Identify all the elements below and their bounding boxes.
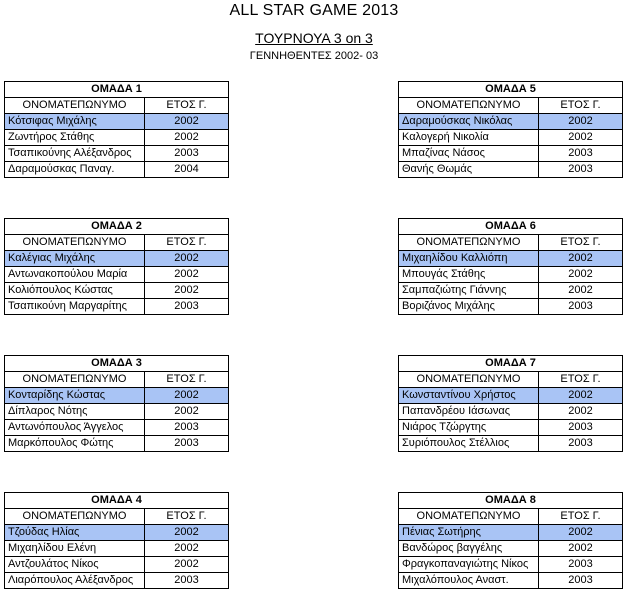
player-row — [399, 130, 623, 146]
player-row — [399, 114, 623, 130]
column-header-year: ΕΤΟΣ Γ. — [145, 98, 229, 114]
team-name: ΟΜΑΔΑ 7 — [399, 356, 623, 372]
team-header-row — [5, 219, 229, 235]
player-birth-year: 2002 — [539, 388, 623, 404]
player-birth-year: 2003 — [145, 573, 229, 589]
team-header-row — [399, 493, 623, 509]
player-row — [5, 130, 229, 146]
player-row — [5, 541, 229, 557]
player-name: Τσαπικούνη Μαργαρίτης — [5, 299, 145, 315]
player-row — [5, 557, 229, 573]
player-row — [399, 267, 623, 283]
player-birth-year: 2003 — [145, 420, 229, 436]
player-birth-year: 2003 — [145, 299, 229, 315]
team-header-row — [399, 356, 623, 372]
player-row — [399, 420, 623, 436]
birth-year-subtitle: ΓΕΝΝΗΘΕΝΤΕΣ 2002- 03 — [249, 50, 379, 62]
player-row — [399, 146, 623, 162]
player-birth-year: 2002 — [539, 283, 623, 299]
player-name: Φραγκοπαναγιώτης Νίκος — [399, 557, 539, 573]
player-name: Δαραμούσκας Παναγ. — [5, 162, 145, 178]
player-row — [5, 404, 229, 420]
team-header-row — [5, 356, 229, 372]
player-row — [399, 557, 623, 573]
team-header-row — [399, 219, 623, 235]
team-name: ΟΜΑΔΑ 5 — [399, 82, 623, 98]
player-birth-year: 2002 — [145, 388, 229, 404]
player-birth-year: 2002 — [539, 114, 623, 130]
player-birth-year: 2004 — [145, 162, 229, 178]
player-birth-year: 2003 — [539, 436, 623, 452]
player-birth-year: 2002 — [539, 267, 623, 283]
player-row — [5, 420, 229, 436]
team-table — [4, 81, 229, 178]
column-header-year: ΕΤΟΣ Γ. — [539, 372, 623, 388]
player-row — [5, 299, 229, 315]
player-birth-year: 2002 — [539, 251, 623, 267]
player-name: Παπανδρέου Ιάσωνας — [399, 404, 539, 420]
column-header-row — [5, 98, 229, 114]
column-header-row — [399, 509, 623, 525]
player-row — [399, 388, 623, 404]
player-name: Μπαζίνας Νάσος — [399, 146, 539, 162]
team-header-row — [5, 82, 229, 98]
page-title: ALL STAR GAME 2013 — [229, 2, 399, 19]
player-name: Μιχαηλίδου Καλλιόπη — [399, 251, 539, 267]
player-birth-year: 2003 — [539, 146, 623, 162]
player-name: Καλογερή Νικολία — [399, 130, 539, 146]
player-name: Νιάρος Τζώργτης — [399, 420, 539, 436]
column-header-year: ΕΤΟΣ Γ. — [145, 372, 229, 388]
team-header-row — [399, 82, 623, 98]
player-row — [5, 525, 229, 541]
player-name: Πένιας Σωτήρης — [399, 525, 539, 541]
player-birth-year: 2002 — [145, 114, 229, 130]
team-name: ΟΜΑΔΑ 1 — [5, 82, 229, 98]
column-header-row — [5, 235, 229, 251]
team-name: ΟΜΑΔΑ 6 — [399, 219, 623, 235]
player-birth-year: 2002 — [145, 525, 229, 541]
player-row — [399, 251, 623, 267]
player-birth-year: 2002 — [145, 283, 229, 299]
player-name: Αντζουλάτος Νίκος — [5, 557, 145, 573]
column-header-row — [5, 509, 229, 525]
player-birth-year: 2002 — [145, 130, 229, 146]
player-name: Μιχαλόπουλος Αναστ. — [399, 573, 539, 589]
player-name: Μπουγάς Στάθης — [399, 267, 539, 283]
player-name: Τσαπικούνης Αλέξανδρος — [5, 146, 145, 162]
player-birth-year: 2002 — [145, 251, 229, 267]
column-header-row — [399, 98, 623, 114]
team-table — [4, 492, 229, 589]
team-header-row — [5, 493, 229, 509]
player-birth-year: 2003 — [145, 146, 229, 162]
team-name: ΟΜΑΔΑ 8 — [399, 493, 623, 509]
player-name: Μαρκόπουλος Φώτης — [5, 436, 145, 452]
player-row — [5, 388, 229, 404]
column-header-name: ΟΝΟΜΑΤΕΠΩΝΥΜΟ — [5, 372, 145, 388]
column-header-year: ΕΤΟΣ Γ. — [539, 235, 623, 251]
column-header-name: ΟΝΟΜΑΤΕΠΩΝΥΜΟ — [399, 235, 539, 251]
column-header-row — [399, 372, 623, 388]
team-table — [398, 81, 623, 178]
player-birth-year: 2003 — [539, 299, 623, 315]
player-birth-year: 2002 — [539, 404, 623, 420]
player-name: Αντωνακοπούλου Μαρία — [5, 267, 145, 283]
team-table — [4, 218, 229, 315]
player-name: Ζωντήρος Στάθης — [5, 130, 145, 146]
player-birth-year: 2002 — [539, 525, 623, 541]
player-row — [5, 436, 229, 452]
player-name: Βοριζάνος Μιχάλης — [399, 299, 539, 315]
player-name: Κωνσταντίνου Χρήστος — [399, 388, 539, 404]
player-row — [5, 573, 229, 589]
player-birth-year: 2002 — [145, 267, 229, 283]
column-header-year: ΕΤΟΣ Γ. — [539, 509, 623, 525]
player-row — [5, 146, 229, 162]
player-name: Βανδώρος βαγγέλης — [399, 541, 539, 557]
column-header-name: ΟΝΟΜΑΤΕΠΩΝΥΜΟ — [399, 98, 539, 114]
team-name: ΟΜΑΔΑ 3 — [5, 356, 229, 372]
team-name: ΟΜΑΔΑ 2 — [5, 219, 229, 235]
team-table — [398, 218, 623, 315]
team-name: ΟΜΑΔΑ 4 — [5, 493, 229, 509]
column-header-name: ΟΝΟΜΑΤΕΠΩΝΥΜΟ — [399, 509, 539, 525]
player-name: Τζούδας Ηλίας — [5, 525, 145, 541]
player-name: Δίπλαρος Νότης — [5, 404, 145, 420]
player-row — [399, 573, 623, 589]
column-header-name: ΟΝΟΜΑΤΕΠΩΝΥΜΟ — [399, 372, 539, 388]
player-row — [5, 114, 229, 130]
player-birth-year: 2002 — [539, 130, 623, 146]
player-birth-year: 2003 — [539, 573, 623, 589]
player-row — [5, 283, 229, 299]
team-table — [398, 355, 623, 452]
player-birth-year: 2003 — [145, 436, 229, 452]
team-table — [4, 355, 229, 452]
player-row — [399, 404, 623, 420]
column-header-row — [399, 235, 623, 251]
column-header-year: ΕΤΟΣ Γ. — [145, 509, 229, 525]
player-birth-year: 2003 — [539, 557, 623, 573]
player-name: Σαμπαζιώτης Γιάννης — [399, 283, 539, 299]
player-row — [399, 283, 623, 299]
player-name: Κονταρίδης Κώστας — [5, 388, 145, 404]
player-name: Θανής Θωμάς — [399, 162, 539, 178]
player-birth-year: 2002 — [145, 541, 229, 557]
player-name: Δαραμούσκας Νικόλας — [399, 114, 539, 130]
player-row — [399, 299, 623, 315]
player-row — [399, 541, 623, 557]
column-header-name: ΟΝΟΜΑΤΕΠΩΝΥΜΟ — [5, 98, 145, 114]
player-name: Αντωνόπουλος Άγγελος — [5, 420, 145, 436]
column-header-name: ΟΝΟΜΑΤΕΠΩΝΥΜΟ — [5, 509, 145, 525]
player-row — [399, 525, 623, 541]
player-row — [399, 436, 623, 452]
column-header-name: ΟΝΟΜΑΤΕΠΩΝΥΜΟ — [5, 235, 145, 251]
player-name: Μιχαηλίδου Ελένη — [5, 541, 145, 557]
player-row — [5, 162, 229, 178]
player-name: Κότσιφας Μιχάλης — [5, 114, 145, 130]
player-birth-year: 2003 — [539, 420, 623, 436]
player-name: Καλέγιας Μιχάλης — [5, 251, 145, 267]
column-header-row — [5, 372, 229, 388]
column-header-year: ΕΤΟΣ Γ. — [145, 235, 229, 251]
player-name: Συριόπουλος Στέλλιος — [399, 436, 539, 452]
player-birth-year: 2003 — [539, 162, 623, 178]
player-row — [5, 267, 229, 283]
column-header-year: ΕΤΟΣ Γ. — [539, 98, 623, 114]
player-row — [399, 162, 623, 178]
player-birth-year: 2002 — [539, 541, 623, 557]
player-row — [5, 251, 229, 267]
tournament-subtitle: ΤΟΥΡΝΟΥΑ 3 on 3 — [255, 30, 373, 46]
team-table — [398, 492, 623, 589]
player-name: Κολιόπουλος Κώστας — [5, 283, 145, 299]
player-birth-year: 2002 — [145, 404, 229, 420]
player-name: Λιαρόπουλος Αλέξανδρος — [5, 573, 145, 589]
player-birth-year: 2002 — [145, 557, 229, 573]
